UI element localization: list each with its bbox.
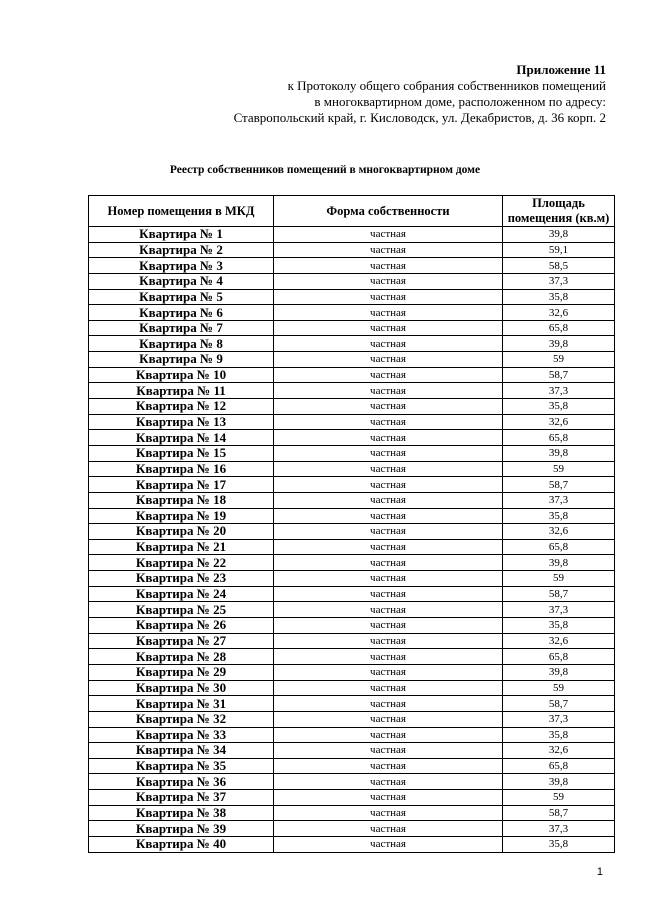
unit-cell: Квартира № 23	[89, 571, 274, 587]
table-row	[89, 336, 615, 352]
unit-cell: Квартира № 4	[89, 273, 274, 289]
ownership-cell: частная	[274, 336, 503, 352]
area-cell: 58,7	[503, 477, 615, 493]
table-row	[89, 383, 615, 399]
area-cell: 65,8	[503, 539, 615, 555]
table-row	[89, 727, 615, 743]
table-row	[89, 461, 615, 477]
table-row	[89, 508, 615, 524]
area-cell: 37,3	[503, 273, 615, 289]
unit-cell: Квартира № 2	[89, 242, 274, 258]
area-cell: 39,8	[503, 336, 615, 352]
ownership-cell: частная	[274, 430, 503, 446]
ownership-cell: частная	[274, 273, 503, 289]
unit-cell: Квартира № 7	[89, 320, 274, 336]
table-row	[89, 492, 615, 508]
table-row	[89, 414, 615, 430]
table-row	[89, 680, 615, 696]
area-cell: 39,8	[503, 664, 615, 680]
ownership-cell: частная	[274, 289, 503, 305]
ownership-cell: частная	[274, 743, 503, 759]
ownership-cell: частная	[274, 758, 503, 774]
unit-cell: Квартира № 35	[89, 758, 274, 774]
document-header	[234, 62, 606, 126]
table-row	[89, 258, 615, 274]
unit-cell: Квартира № 22	[89, 555, 274, 571]
unit-cell: Квартира № 13	[89, 414, 274, 430]
unit-cell: Квартира № 20	[89, 524, 274, 540]
area-cell: 65,8	[503, 649, 615, 665]
column-header-area: Площадь помещения (кв.м)	[503, 196, 615, 227]
ownership-cell: частная	[274, 352, 503, 368]
area-cell: 35,8	[503, 289, 615, 305]
header-line-protocol: к Протоколу общего собрания собственников помещений	[287, 78, 606, 93]
table-row	[89, 805, 615, 821]
unit-cell: Квартира № 11	[89, 383, 274, 399]
area-cell: 59,1	[503, 242, 615, 258]
unit-cell: Квартира № 26	[89, 618, 274, 634]
ownership-cell: частная	[274, 399, 503, 415]
unit-cell: Квартира № 38	[89, 805, 274, 821]
unit-cell: Квартира № 31	[89, 696, 274, 712]
area-cell: 59	[503, 352, 615, 368]
unit-cell: Квартира № 15	[89, 445, 274, 461]
document-title: Реестр собственников помещений в многоквартирном доме	[169, 164, 481, 176]
unit-cell: Квартира № 16	[89, 461, 274, 477]
table-row	[89, 242, 615, 258]
table-row	[89, 836, 615, 852]
unit-cell: Квартира № 39	[89, 821, 274, 837]
area-cell: 32,6	[503, 633, 615, 649]
table-row	[89, 367, 615, 383]
unit-cell: Квартира № 25	[89, 602, 274, 618]
table-row	[89, 602, 615, 618]
ownership-cell: частная	[274, 508, 503, 524]
table-row	[89, 774, 615, 790]
area-cell: 58,7	[503, 805, 615, 821]
area-cell: 32,6	[503, 743, 615, 759]
unit-cell: Квартира № 30	[89, 680, 274, 696]
area-cell: 32,6	[503, 524, 615, 540]
table-row	[89, 821, 615, 837]
area-cell: 65,8	[503, 320, 615, 336]
ownership-cell: частная	[274, 227, 503, 243]
area-cell: 37,3	[503, 711, 615, 727]
table-row	[89, 696, 615, 712]
area-cell: 39,8	[503, 555, 615, 571]
ownership-cell: частная	[274, 242, 503, 258]
table-row	[89, 305, 615, 321]
area-cell: 59	[503, 680, 615, 696]
ownership-cell: частная	[274, 711, 503, 727]
ownership-cell: частная	[274, 664, 503, 680]
ownership-cell: частная	[274, 477, 503, 493]
ownership-cell: частная	[274, 696, 503, 712]
unit-cell: Квартира № 9	[89, 352, 274, 368]
unit-cell: Квартира № 18	[89, 492, 274, 508]
area-cell: 32,6	[503, 414, 615, 430]
unit-cell: Квартира № 3	[89, 258, 274, 274]
ownership-cell: частная	[274, 555, 503, 571]
unit-cell: Квартира № 32	[89, 711, 274, 727]
area-cell: 58,7	[503, 586, 615, 602]
unit-cell: Квартира № 28	[89, 649, 274, 665]
area-cell: 37,3	[503, 383, 615, 399]
unit-cell: Квартира № 10	[89, 367, 274, 383]
ownership-cell: частная	[274, 790, 503, 806]
table-row	[89, 352, 615, 368]
table-body	[89, 227, 615, 853]
page-number: 1	[596, 866, 603, 878]
ownership-cell: частная	[274, 461, 503, 477]
area-cell: 37,3	[503, 602, 615, 618]
area-cell: 65,8	[503, 430, 615, 446]
area-cell: 37,3	[503, 492, 615, 508]
table-row	[89, 273, 615, 289]
ownership-cell: частная	[274, 680, 503, 696]
ownership-cell: частная	[274, 602, 503, 618]
table-row	[89, 618, 615, 634]
area-cell: 59	[503, 790, 615, 806]
unit-cell: Квартира № 27	[89, 633, 274, 649]
ownership-cell: частная	[274, 414, 503, 430]
column-header-ownership: Форма собственности	[274, 196, 503, 227]
table-row	[89, 633, 615, 649]
area-cell: 37,3	[503, 821, 615, 837]
table-row	[89, 227, 615, 243]
appendix-label: Приложение 11	[516, 62, 606, 77]
area-cell: 58,7	[503, 696, 615, 712]
area-cell: 32,6	[503, 305, 615, 321]
unit-cell: Квартира № 29	[89, 664, 274, 680]
unit-cell: Квартира № 36	[89, 774, 274, 790]
ownership-cell: частная	[274, 649, 503, 665]
table-row	[89, 743, 615, 759]
ownership-cell: частная	[274, 774, 503, 790]
owners-registry-table	[88, 195, 615, 853]
area-cell: 59	[503, 571, 615, 587]
ownership-cell: частная	[274, 524, 503, 540]
unit-cell: Квартира № 14	[89, 430, 274, 446]
unit-cell: Квартира № 21	[89, 539, 274, 555]
table-row	[89, 539, 615, 555]
ownership-cell: частная	[274, 320, 503, 336]
unit-cell: Квартира № 33	[89, 727, 274, 743]
unit-cell: Квартира № 5	[89, 289, 274, 305]
table-header-row	[89, 196, 615, 227]
unit-cell: Квартира № 8	[89, 336, 274, 352]
area-cell: 58,7	[503, 367, 615, 383]
unit-cell: Квартира № 19	[89, 508, 274, 524]
area-cell: 35,8	[503, 836, 615, 852]
area-cell: 39,8	[503, 227, 615, 243]
area-cell: 35,8	[503, 727, 615, 743]
table-row	[89, 571, 615, 587]
ownership-cell: частная	[274, 633, 503, 649]
ownership-cell: частная	[274, 586, 503, 602]
ownership-cell: частная	[274, 618, 503, 634]
ownership-cell: частная	[274, 571, 503, 587]
column-header-unit: Номер помещения в МКД	[89, 196, 274, 227]
table-row	[89, 711, 615, 727]
ownership-cell: частная	[274, 805, 503, 821]
table-row	[89, 790, 615, 806]
ownership-cell: частная	[274, 727, 503, 743]
unit-cell: Квартира № 1	[89, 227, 274, 243]
table-row	[89, 320, 615, 336]
ownership-cell: частная	[274, 305, 503, 321]
table-row	[89, 649, 615, 665]
ownership-cell: частная	[274, 539, 503, 555]
unit-cell: Квартира № 17	[89, 477, 274, 493]
table-row	[89, 399, 615, 415]
table-row	[89, 586, 615, 602]
unit-cell: Квартира № 37	[89, 790, 274, 806]
area-cell: 39,8	[503, 774, 615, 790]
table-row	[89, 524, 615, 540]
table-row	[89, 758, 615, 774]
area-cell: 39,8	[503, 445, 615, 461]
area-cell: 58,5	[503, 258, 615, 274]
unit-cell: Квартира № 40	[89, 836, 274, 852]
table-row	[89, 289, 615, 305]
table-row	[89, 430, 615, 446]
area-cell: 59	[503, 461, 615, 477]
table-row	[89, 445, 615, 461]
table-row	[89, 664, 615, 680]
ownership-cell: частная	[274, 836, 503, 852]
header-line-address: Ставропольский край, г. Кисловодск, ул. Декабристов, д. 36 корп. 2	[233, 110, 606, 125]
unit-cell: Квартира № 34	[89, 743, 274, 759]
ownership-cell: частная	[274, 258, 503, 274]
area-cell: 35,8	[503, 508, 615, 524]
unit-cell: Квартира № 24	[89, 586, 274, 602]
ownership-cell: частная	[274, 383, 503, 399]
ownership-cell: частная	[274, 821, 503, 837]
unit-cell: Квартира № 6	[89, 305, 274, 321]
unit-cell: Квартира № 12	[89, 399, 274, 415]
ownership-cell: частная	[274, 367, 503, 383]
header-line-building: в многоквартирном доме, расположенном по адресу:	[314, 94, 606, 109]
area-cell: 35,8	[503, 399, 615, 415]
area-cell: 65,8	[503, 758, 615, 774]
table-row	[89, 477, 615, 493]
area-cell: 35,8	[503, 618, 615, 634]
table-row	[89, 555, 615, 571]
ownership-cell: частная	[274, 492, 503, 508]
ownership-cell: частная	[274, 445, 503, 461]
